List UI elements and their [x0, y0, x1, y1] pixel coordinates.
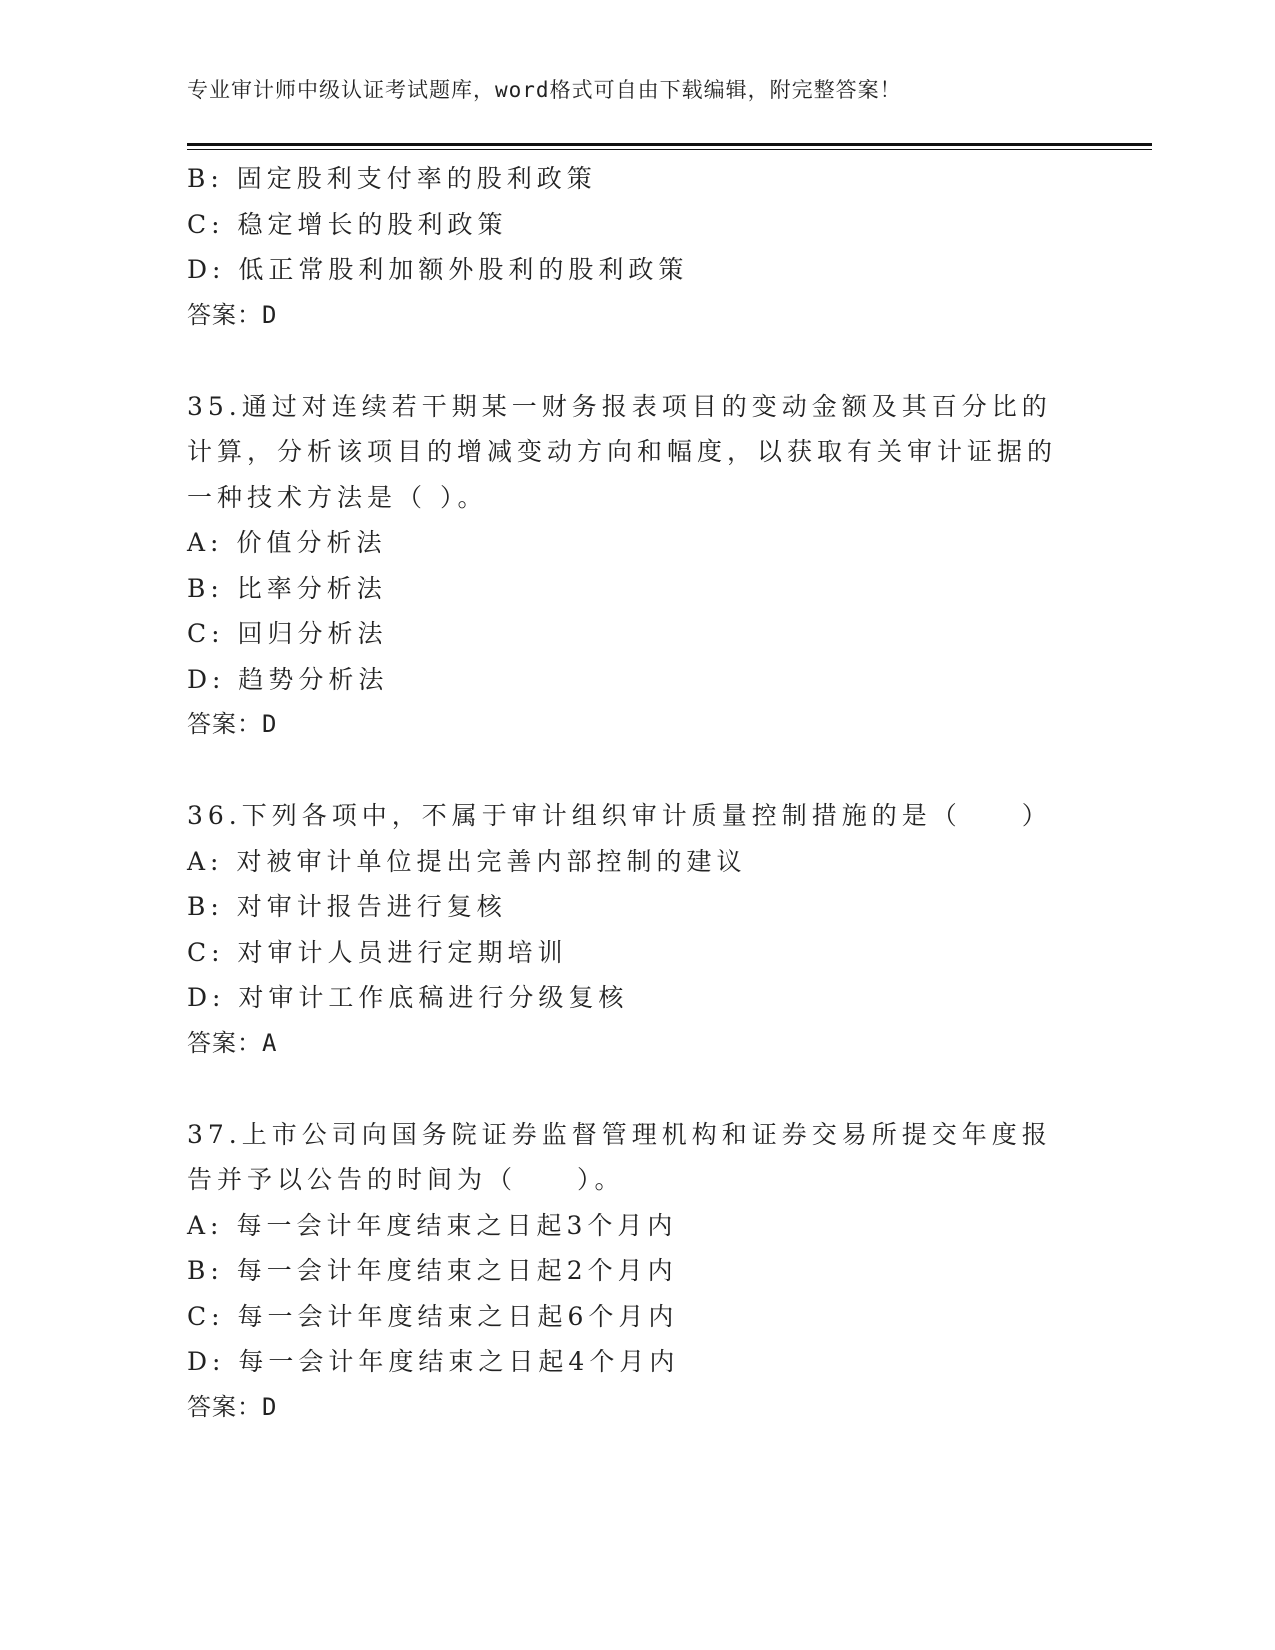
option-label: C: — [187, 619, 225, 648]
option-a — [187, 520, 1087, 566]
spacer — [187, 1066, 1087, 1112]
question-text: 通过对连续若干期某一财务报表项目的变动金额及其百分比的计算，分析该项目的增减变动方向和幅度，以获取有关审计证据的一种技术方法是（ ）。 — [187, 391, 1058, 512]
option-text: 每一会计年度结束之日起2个月内 — [236, 1256, 678, 1285]
page-header: 专业审计师中级认证考试题库，word格式可自由下载编辑，附完整答案！ — [187, 78, 902, 102]
question-text: 下列各项中，不属于审计组织审计质量控制措施的是（ ） — [241, 801, 1052, 830]
option-label: D: — [187, 255, 226, 284]
option-text: 每一会计年度结束之日起4个月内 — [238, 1347, 680, 1376]
option-label: B: — [187, 573, 224, 603]
option-d — [187, 247, 1087, 293]
answer-label: 答案： — [187, 1392, 262, 1421]
option-d — [187, 975, 1087, 1021]
option-label: C: — [187, 209, 225, 239]
question-35-stem — [187, 384, 1072, 521]
answer-value: D — [262, 300, 278, 329]
option-label: D: — [187, 1347, 226, 1376]
answer-line — [187, 1385, 1087, 1431]
option-c — [187, 202, 1087, 248]
answer-line — [187, 1021, 1087, 1067]
answer-value: A — [262, 1028, 278, 1057]
question-36-stem — [187, 793, 1072, 839]
option-label: A: — [187, 1210, 224, 1240]
option-b — [187, 1248, 1087, 1294]
answer-label: 答案： — [187, 710, 262, 738]
option-text: 每一会计年度结束之日起6个月内 — [237, 1301, 679, 1331]
option-label: B: — [187, 1256, 224, 1285]
answer-value: D — [262, 1392, 278, 1421]
option-text: 固定股利支付率的股利政策 — [236, 164, 597, 193]
option-d — [187, 1339, 1087, 1385]
header-rule-thick — [187, 143, 1152, 146]
option-label: A: — [187, 846, 224, 876]
option-label: D: — [187, 664, 226, 694]
question-number: 36. — [187, 801, 242, 830]
option-text: 价值分析法 — [236, 528, 387, 557]
question-text: 上市公司向国务院证券监督管理机构和证券交易所提交年度报告并予以公告的时间为（ ）。 — [187, 1119, 1052, 1194]
option-text: 回归分析法 — [237, 619, 388, 648]
option-label: A: — [187, 528, 224, 557]
option-text: 趋势分析法 — [238, 664, 389, 694]
option-label: D: — [187, 983, 226, 1012]
option-c — [187, 930, 1087, 976]
option-label: B: — [187, 164, 224, 193]
question-37-stem — [187, 1112, 1072, 1203]
option-text: 对审计人员进行定期培训 — [237, 937, 568, 967]
option-text: 稳定增长的股利政策 — [237, 209, 508, 239]
question-number: 35. — [187, 391, 242, 421]
question-content — [187, 156, 1087, 1430]
answer-line — [187, 293, 1087, 339]
question-number: 37. — [187, 1119, 242, 1149]
option-label: B: — [187, 892, 224, 921]
option-text: 对审计报告进行复核 — [236, 892, 507, 921]
option-text: 每一会计年度结束之日起3个月内 — [236, 1210, 678, 1240]
option-c — [187, 1294, 1087, 1340]
answer-value: D — [262, 710, 278, 738]
option-d — [187, 657, 1087, 703]
answer-label: 答案： — [187, 1028, 262, 1057]
option-text: 对被审计单位提出完善内部控制的建议 — [236, 846, 747, 876]
option-a — [187, 839, 1087, 885]
option-a — [187, 1203, 1087, 1249]
option-b — [187, 156, 1087, 202]
option-c — [187, 611, 1087, 657]
option-text: 对审计工作底稿进行分级复核 — [238, 983, 629, 1012]
option-text: 比率分析法 — [236, 573, 387, 603]
option-b — [187, 566, 1087, 612]
header-rule-thin — [187, 149, 1152, 150]
answer-label: 答案： — [187, 300, 262, 329]
option-label: C: — [187, 1301, 225, 1331]
spacer — [187, 338, 1087, 384]
option-label: C: — [187, 937, 225, 967]
option-b — [187, 884, 1087, 930]
answer-line — [187, 702, 1087, 748]
spacer — [187, 748, 1087, 794]
option-text: 低正常股利加额外股利的股利政策 — [238, 255, 689, 284]
